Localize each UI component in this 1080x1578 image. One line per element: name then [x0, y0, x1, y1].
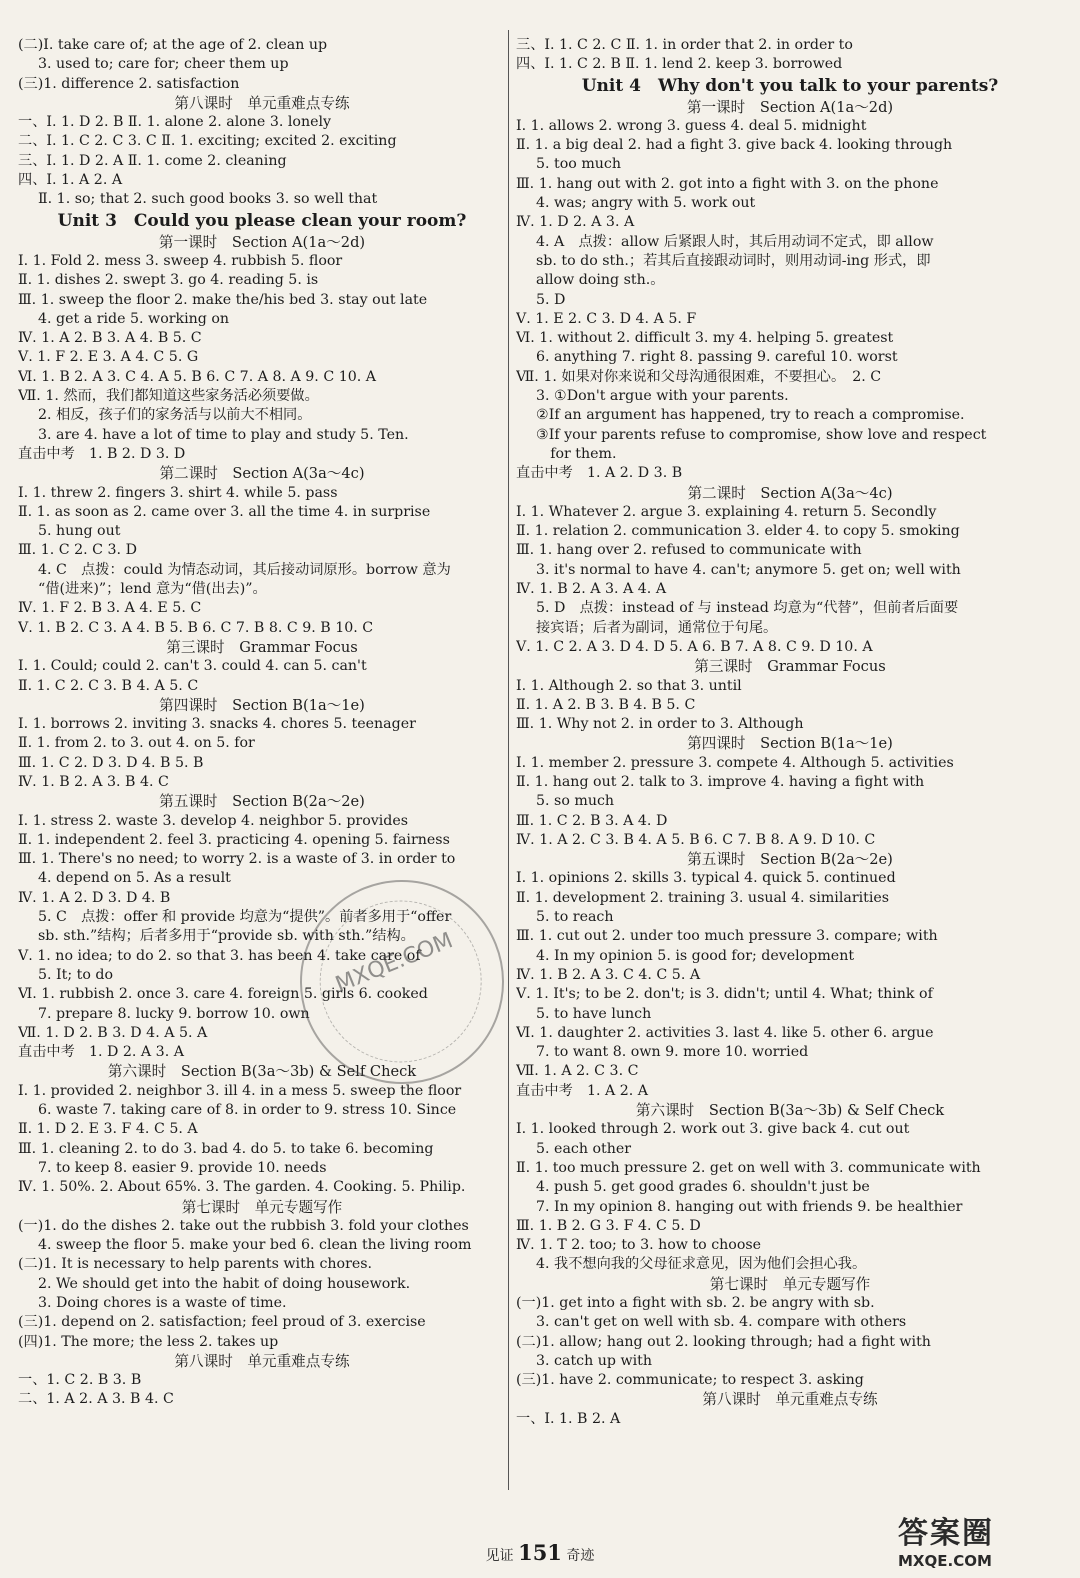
answer-line: for them. — [536, 445, 617, 462]
answer-line: 一、Ⅰ. 1. D 2. B Ⅱ. 1. alone 2. alone 3. lonely — [18, 114, 332, 131]
answer-line: (一)1. do the dishes 2. take out the rubbish 3. fold your clothes — [18, 1217, 469, 1234]
site-watermark — [898, 1508, 1068, 1568]
answer-line: 二、1. A 2. A 3. B 4. C — [18, 1391, 174, 1408]
answer-line: allow doing sth.。 — [536, 272, 665, 289]
answer-line: Ⅱ. 1. as soon as 2. came over 3. all the time 4. in surprise — [18, 503, 431, 520]
answer-line: Ⅰ. 1. member 2. pressure 3. compete 4. Although 5. activities — [516, 754, 954, 771]
unit-title: Unit 3 Could you please clean your room? — [57, 210, 467, 231]
answer-line: Ⅱ. 1. dishes 2. swept 3. go 4. reading 5. is — [18, 272, 319, 289]
answer-line: Ⅲ. 1. hang out with 2. got into a fight with 3. on the phone — [516, 175, 939, 192]
answer-line: 6. anything 7. right 8. passing 9. careful 10. worst — [536, 349, 898, 366]
lesson-heading: 第七课时 单元专题写作 — [181, 1198, 343, 1216]
answer-line: 6. waste 7. taking care of 8. in order to 9. stress 10. Since — [38, 1102, 457, 1119]
answer-line: Ⅲ. 1. There's no need; to worry 2. is a waste of 3. in order to — [18, 851, 456, 868]
answer-line: 4. get a ride 5. working on — [38, 310, 230, 327]
answer-line: 直击中考 1. D 2. A 3. A — [18, 1044, 184, 1061]
answer-line: 一、1. C 2. B 3. B — [18, 1372, 142, 1389]
left-column — [18, 36, 506, 1410]
answer-line: 2. 相反，孩子们的家务活与以前大不相同。 — [38, 407, 312, 424]
lesson-heading: 第二课时 Section A(3a～4c) — [687, 484, 893, 502]
lesson-heading: 第一课时 Section A(1a～2d) — [686, 98, 894, 116]
answer-line: Ⅴ. 1. F 2. E 3. A 4. C 5. G — [18, 349, 199, 366]
footer-left-text: 见证 — [485, 1548, 514, 1564]
answer-line: Ⅰ. 1. borrows 2. inviting 3. snacks 4. chores 5. teenager — [18, 716, 416, 733]
answer-line: Ⅲ. 1. cleaning 2. to do 3. bad 4. do 5. to take 6. becoming — [18, 1140, 434, 1157]
answer-line: (一)1. get into a fight with sb. 2. be angry with sb. — [516, 1295, 875, 1311]
answer-line: ③If your parents refuse to compromise, show love and respect — [536, 426, 987, 443]
answer-line: 7. to want 8. own 9. more 10. worried — [536, 1044, 809, 1061]
answer-line: 5. too much — [536, 156, 622, 173]
answer-line: Ⅲ. 1. C 2. D 3. D 4. B 5. B — [18, 754, 204, 771]
answer-line: 5. to have lunch — [536, 1005, 652, 1022]
answer-line: Ⅲ. 1. C 2. B 3. A 4. D — [516, 812, 668, 829]
answer-line: 3. are 4. have a lot of time to play and study 5. Ten. — [38, 426, 409, 443]
lesson-heading: 第一课时 Section A(1a～2d) — [158, 233, 366, 251]
answer-line: Ⅰ. 1. stress 2. waste 3. develop 4. neighbor 5. provides — [18, 812, 409, 829]
answer-line: 4. A 点拨：allow 后紧跟人时，其后用动词不定式，即 allow — [536, 233, 934, 250]
answer-line: (二)1. allow; hang out 2. looking through; had a fight with — [516, 1333, 931, 1350]
lesson-heading: 第七课时 单元专题写作 — [709, 1275, 871, 1293]
answer-line: Ⅳ. 1. A 2. C 3. B 4. A 5. B 6. C 7. B 8. A 9. D 10. C — [516, 831, 876, 848]
lesson-heading: 第二课时 Section A(3a～4c) — [159, 465, 365, 483]
answer-line: Ⅱ. 1. independent 2. feel 3. practicing 4. opening 5. fairness — [18, 831, 450, 848]
answer-line: (三)1. difference 2. satisfaction — [18, 75, 240, 92]
answer-line: Ⅱ. 1. a big deal 2. had a fight 3. give back 4. looking through — [516, 137, 953, 154]
answer-line: “借(进来)”；lend 意为“借(出去)”。 — [38, 581, 267, 598]
answer-line: (三)1. have 2. communicate; to respect 3. asking — [516, 1372, 864, 1389]
answer-line: Ⅲ. 1. sweep the floor 2. make the/his bed 3. stay out late — [18, 291, 428, 308]
watermark-url: MXQE.COM — [898, 1552, 992, 1570]
answer-line: Ⅲ. 1. C 2. C 3. D — [18, 542, 137, 559]
answer-line: 7. to keep 8. easier 9. provide 10. needs — [38, 1159, 327, 1176]
answer-line: ②If an argument has happened, try to reach a compromise. — [536, 407, 965, 424]
answer-line: Ⅴ. 1. E 2. C 3. D 4. A 5. F — [516, 310, 697, 327]
answer-line: 四、Ⅰ. 1. C 2. B Ⅱ. 1. lend 2. keep 3. borrowed — [516, 56, 843, 73]
answer-line: Ⅵ. 1. daughter 2. activities 3. last 4. like 5. other 6. argue — [516, 1024, 934, 1041]
answer-line: Ⅴ. 1. no idea; to do 2. so that 3. has been 4. take care of — [18, 947, 421, 964]
answer-line: (二)1. It is necessary to help parents with chores. — [18, 1256, 373, 1273]
answer-line: Ⅱ. 1. from 2. to 3. out 4. on 5. for — [18, 735, 255, 752]
answer-line: Ⅶ. 1. A 2. C 3. C — [516, 1063, 639, 1080]
answer-line: 四、Ⅰ. 1. A 2. A — [18, 172, 123, 189]
answer-line: 3. can't get on well with sb. 4. compare with others — [536, 1314, 907, 1331]
answer-line: 5. D — [536, 291, 566, 308]
answer-line: 3. it's normal to have 4. can't; anymore 5. get on; well with — [536, 561, 961, 578]
answer-line: Ⅵ. 1. B 2. A 3. C 4. A 5. B 6. C 7. A 8. A 9. C 10. A — [18, 368, 377, 385]
answer-line: 直击中考 1. A 2. A — [516, 1082, 649, 1099]
answer-line: 5. each other — [536, 1140, 632, 1157]
answer-line: Ⅰ. 1. allows 2. wrong 3. guess 4. deal 5. midnight — [516, 117, 867, 134]
answer-line: Ⅱ. 1. hang out 2. talk to 3. improve 4. having a fight with — [516, 773, 925, 790]
lesson-heading: 第八课时 单元重难点专练 — [174, 94, 350, 112]
answer-line: (二)Ⅰ. take care of; at the age of 2. clean up — [18, 37, 328, 53]
stamp-text: MXQE.COM — [332, 928, 457, 998]
answer-line: 3. Doing chores is a waste of time. — [38, 1295, 287, 1311]
answer-line: Ⅰ. 1. provided 2. neighbor 3. ill 4. in a mess 5. sweep the floor — [18, 1082, 462, 1099]
answer-line: Ⅴ. 1. It's; to be 2. don't; is 3. didn't; until 4. What; think of — [516, 986, 933, 1003]
answer-line: Ⅲ. 1. Why not 2. in order to 3. Although — [516, 716, 804, 733]
answer-line: Ⅳ. 1. A 2. D 3. D 4. B — [18, 889, 171, 906]
answer-line: 4. push 5. get good grades 6. shouldn't just be — [536, 1179, 870, 1196]
answer-line: Ⅳ. 1. B 2. A 3. A 4. A — [516, 581, 667, 598]
answer-line: Ⅵ. 1. without 2. difficult 3. my 4. helping 5. greatest — [516, 330, 894, 347]
answer-line: (三)1. depend on 2. satisfaction; feel proud of 3. exercise — [18, 1314, 426, 1331]
unit-title: Unit 4 Why don't you talk to your parents? — [581, 75, 999, 96]
lesson-heading: 第五课时 Section B(2a～2e) — [687, 851, 893, 869]
answer-line: Ⅰ. 1. Could; could 2. can't 3. could 4. can 5. can't — [18, 658, 367, 675]
answer-line: sb. to do sth.；若其后直接跟动词时，则用动词-ing 形式，即 — [536, 252, 931, 269]
answer-line: 3. ①Don't argue with your parents. — [536, 388, 789, 405]
lesson-heading: 第三课时 Grammar Focus — [166, 638, 358, 656]
answer-line: Ⅳ. 1. B 2. A 3. B 4. C — [18, 773, 169, 790]
answer-line: Ⅵ. 1. rubbish 2. once 3. care 4. foreign 5. girls 6. cooked — [18, 986, 428, 1003]
answer-line: 5. It; to do — [38, 966, 114, 983]
answer-line: Ⅰ. 1. looked through 2. work out 3. give back 4. cut out — [516, 1121, 910, 1138]
answer-line: Ⅱ. 1. too much pressure 2. get on well with 3. communicate with — [516, 1159, 981, 1176]
answer-line: Ⅲ. 1. hang over 2. refused to communicate with — [516, 542, 862, 559]
answer-line: 三、Ⅰ. 1. C 2. C Ⅱ. 1. in order that 2. in order to — [516, 37, 853, 53]
answer-line: Ⅳ. 1. T 2. too; to 3. how to choose — [516, 1237, 762, 1254]
answer-line: 4. sweep the floor 5. make your bed 6. clean the living room — [38, 1237, 472, 1254]
answer-line: Ⅳ. 1. 50%. 2. About 65%. 3. The garden. 4. Cooking. 5. Philip. — [18, 1179, 466, 1196]
answer-line: Ⅶ. 1. 然而，我们都知道这些家务活必须要做。 — [18, 388, 319, 405]
answer-line: Ⅰ. 1. Fold 2. mess 3. sweep 4. rubbish 5. floor — [18, 252, 343, 269]
lesson-heading: 第三课时 Grammar Focus — [694, 658, 886, 676]
answer-line: 4. C 点拨：could 为情态动词，其后接动词原形。borrow 意为 — [38, 561, 451, 578]
answer-line: 直击中考 1. A 2. D 3. B — [516, 465, 683, 482]
answer-line: Ⅲ. 1. B 2. G 3. F 4. C 5. D — [516, 1217, 701, 1234]
answer-line: Ⅳ. 1. F 2. B 3. A 4. E 5. C — [18, 600, 202, 617]
answer-line: sb. sth.”结构；后者多用于“provide sb. with sth.”结构。 — [38, 928, 415, 945]
answer-line: Ⅱ. 1. relation 2. communication 3. elder 4. to copy 5. smoking — [516, 523, 960, 540]
answer-line: 7. In my opinion 8. hanging out with friends 9. be healthier — [536, 1198, 963, 1215]
lesson-heading: 第五课时 Section B(2a～2e) — [159, 793, 365, 811]
lesson-heading: 第四课时 Section B(1a～1e) — [687, 735, 893, 753]
lesson-heading: 第八课时 单元重难点专练 — [174, 1352, 350, 1370]
answer-line: Ⅰ. 1. opinions 2. skills 3. typical 4. quick 5. continued — [516, 870, 896, 887]
answer-line: 4. was; angry with 5. work out — [536, 195, 756, 212]
lesson-heading: 第八课时 单元重难点专练 — [702, 1391, 878, 1409]
answer-line: Ⅰ. 1. Whatever 2. argue 3. explaining 4. return 5. Secondly — [516, 503, 937, 520]
answer-line: Ⅰ. 1. Although 2. so that 3. until — [516, 677, 742, 694]
answer-line: 3. catch up with — [536, 1352, 652, 1369]
answer-line: 4. depend on 5. As a result — [38, 870, 231, 887]
page-number: 151 — [518, 1540, 562, 1565]
footer-right-text: 奇迹 — [566, 1548, 595, 1564]
answer-line: 5. to reach — [536, 909, 614, 926]
lesson-heading: 第六课时 Section B(3a～3b) & Self Check — [635, 1102, 945, 1120]
answer-line: Ⅱ. 1. A 2. B 3. B 4. B 5. C — [516, 696, 696, 713]
answer-line: Ⅴ. 1. B 2. C 3. A 4. B 5. B 6. C 7. B 8. C 9. B 10. C — [18, 619, 374, 636]
answer-line: 5. D 点拨：instead of 与 instead 均意为“代替”，但前者后面要 — [536, 600, 959, 617]
answer-line: 7. prepare 8. lucky 9. borrow 10. own — [38, 1005, 310, 1022]
answer-line: Ⅰ. 1. threw 2. fingers 3. shirt 4. while 5. pass — [18, 484, 338, 501]
answer-line: 直击中考 1. B 2. D 3. D — [18, 445, 186, 462]
answer-line: 二、Ⅰ. 1. C 2. C 3. C Ⅱ. 1. exciting; excited 2. exciting — [18, 133, 397, 150]
answer-line: Ⅱ. 1. so; that 2. such good books 3. so well that — [38, 191, 378, 208]
answer-line: 3. used to; care for; cheer them up — [38, 56, 289, 73]
answer-line: Ⅳ. 1. A 2. B 3. A 4. B 5. C — [18, 330, 202, 347]
answer-line: 三、Ⅰ. 1. D 2. A Ⅱ. 1. come 2. cleaning — [18, 152, 287, 169]
answer-line: 5. so much — [536, 793, 615, 810]
answer-line: Ⅳ. 1. B 2. A 3. C 4. C 5. A — [516, 966, 701, 983]
answer-line: Ⅲ. 1. cut out 2. under too much pressure 3. compare; with — [516, 928, 938, 945]
answer-line: Ⅱ. 1. C 2. C 3. B 4. A 5. C — [18, 677, 199, 694]
answer-line: Ⅳ. 1. D 2. A 3. A — [516, 214, 635, 231]
lesson-heading: 第四课时 Section B(1a～1e) — [159, 696, 365, 714]
answer-line: Ⅶ. 1. 如果对你来说和父母沟通很困难，不要担心。 2. C — [516, 368, 882, 385]
answer-line: Ⅱ. 1. D 2. E 3. F 4. C 5. A — [18, 1121, 198, 1138]
answer-line: 2. We should get into the habit of doing housework. — [38, 1275, 411, 1292]
answer-line: 4. 我不想向我的父母征求意见，因为他们会担心我。 — [536, 1256, 867, 1273]
answer-line: Ⅱ. 1. development 2. training 3. usual 4. similarities — [516, 889, 890, 906]
lesson-heading: 第六课时 Section B(3a～3b) & Self Check — [107, 1063, 417, 1081]
answer-line: 一、Ⅰ. 1. B 2. A — [516, 1410, 621, 1427]
answer-line: Ⅴ. 1. C 2. A 3. D 4. D 5. A 6. B 7. A 8. C 9. D 10. A — [516, 638, 873, 655]
column-divider — [508, 30, 509, 1490]
answer-line: (四)1. The more; the less 2. takes up — [18, 1333, 279, 1350]
answer-line: 5. C 点拨：offer 和 provide 均意为“提供”。前者多用于“offer — [38, 909, 452, 926]
answer-line: 4. In my opinion 5. is good for; development — [536, 947, 855, 964]
answer-line: 5. hung out — [38, 523, 121, 540]
watermark-logo: 答案圈 — [898, 1516, 994, 1551]
answer-line: Ⅶ. 1. D 2. B 3. D 4. A 5. A — [18, 1024, 208, 1041]
right-column — [516, 36, 1064, 1429]
answer-line: 接宾语；后者为副词，通常位于句尾。 — [536, 619, 778, 636]
